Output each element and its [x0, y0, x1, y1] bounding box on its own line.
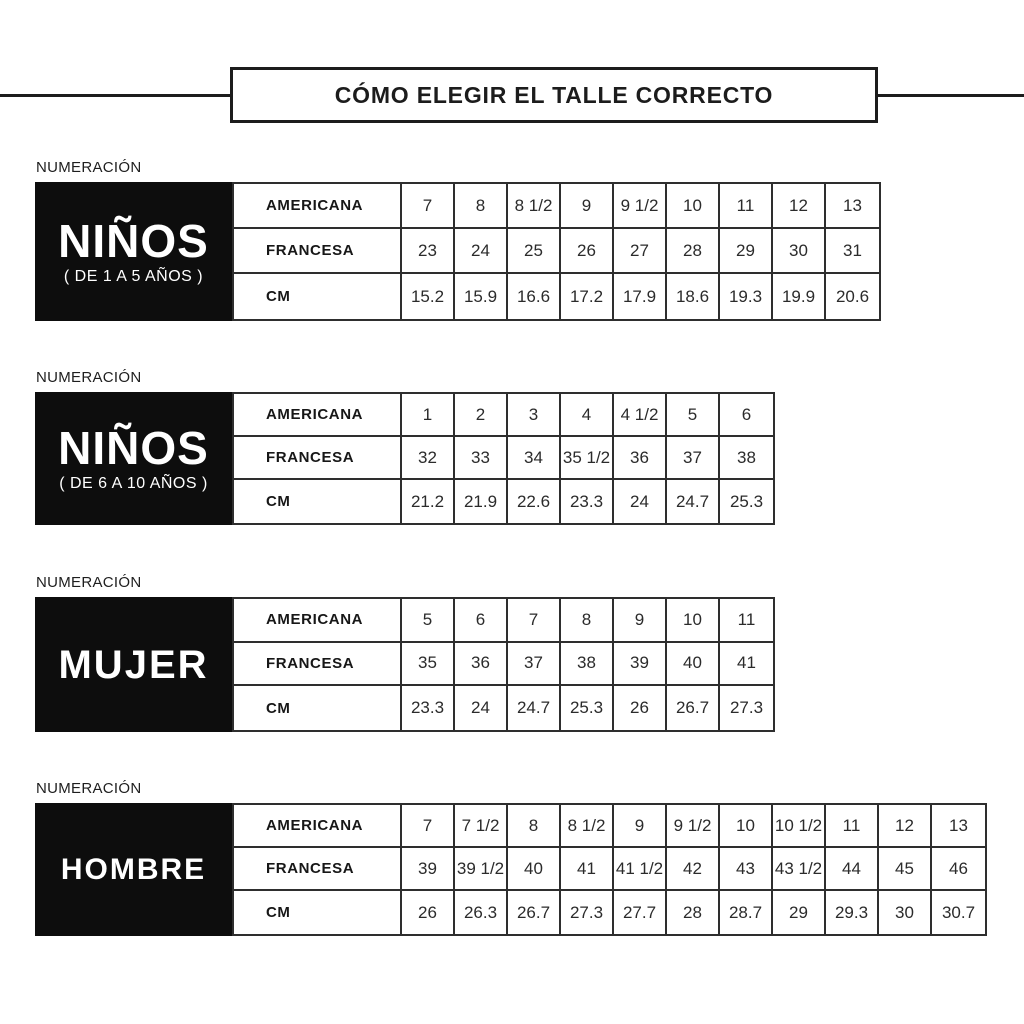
- size-value-cell: 36: [455, 643, 508, 687]
- size-grid: [232, 392, 775, 525]
- size-value-cell: 29.3: [826, 891, 879, 934]
- size-value-cell: 2: [455, 394, 508, 437]
- row-label: AMERICANA: [234, 394, 402, 437]
- size-value-cell: 17.9: [614, 274, 667, 319]
- size-value-cell: 46: [932, 848, 985, 891]
- size-value-cell: 42: [667, 848, 720, 891]
- size-value-cell: 30.7: [941, 902, 976, 922]
- row-label: CM: [234, 274, 402, 319]
- size-value-cell: 21.9: [455, 480, 508, 523]
- size-value-cell: 24.7: [508, 686, 561, 730]
- size-value-cell: 26.3: [455, 891, 508, 934]
- size-value-cell: 10: [720, 805, 773, 848]
- size-value-cell: 8: [508, 805, 561, 848]
- size-value-cell: 7 1/2: [455, 805, 508, 848]
- size-value-cell: 11: [720, 184, 773, 229]
- size-value-cell: 38: [561, 643, 614, 687]
- page-title: CÓMO ELEGIR EL TALLE CORRECTO: [334, 81, 774, 108]
- group-box: [35, 597, 232, 732]
- size-value-cell: 22.6: [508, 480, 561, 523]
- size-value-cell: 39: [402, 848, 455, 891]
- size-value-cell: 35 1/2: [561, 437, 614, 480]
- size-value-cell: 6: [455, 599, 508, 643]
- size-value-cell: 9: [614, 599, 667, 643]
- size-value-cell: 4: [561, 394, 614, 437]
- size-value-cell: 8: [455, 184, 508, 229]
- size-value-cell: 5: [667, 394, 720, 437]
- size-grid: [232, 182, 881, 321]
- size-value-cell: 10 1/2: [773, 805, 826, 848]
- size-value-cell: 41: [720, 643, 773, 687]
- size-value-cell: 28: [667, 891, 720, 934]
- size-grid: [232, 597, 775, 732]
- size-value-cell: 23.3: [402, 686, 455, 730]
- size-value-cell: 26: [402, 891, 455, 934]
- row-label: CM: [234, 686, 402, 730]
- group-box: [35, 803, 232, 936]
- size-value-cell: 17.2: [561, 274, 614, 319]
- size-table: [35, 392, 775, 525]
- size-value-cell: 12: [773, 184, 826, 229]
- size-value-cell: 24.7: [667, 480, 720, 523]
- row-label: AMERICANA: [234, 599, 402, 643]
- row-label: FRANCESA: [234, 848, 402, 891]
- size-value-cell: 39 1/2: [455, 848, 508, 891]
- size-value-cell: 37: [508, 643, 561, 687]
- size-value-cell: 41 1/2: [614, 848, 667, 891]
- size-value-cell: 27.3: [729, 698, 764, 718]
- size-value-cell: 16.6: [508, 274, 561, 319]
- size-value-cell: 7: [402, 184, 455, 229]
- size-value-cell: 7: [402, 805, 455, 848]
- size-value-cell: 8: [561, 599, 614, 643]
- size-value-cell: 28.7: [720, 891, 773, 934]
- group-box: [35, 392, 232, 525]
- size-value-cell: 4 1/2: [614, 394, 667, 437]
- size-value-cell: 29: [773, 891, 826, 934]
- size-value-cell: 33: [455, 437, 508, 480]
- size-value-cell: 13: [826, 184, 879, 229]
- size-value-cell: 26: [614, 686, 667, 730]
- size-value-cell: 24: [455, 229, 508, 274]
- size-value-cell: 15.2: [402, 274, 455, 319]
- size-value-cell: 11: [826, 805, 879, 848]
- size-value-cell: 10: [667, 599, 720, 643]
- group-name: HOMBRE: [60, 852, 207, 886]
- size-table: [35, 182, 881, 321]
- size-value-cell: 9: [561, 184, 614, 229]
- size-value-cell: 25.3: [729, 491, 764, 511]
- numeracion-label: NUMERACIÓN: [36, 159, 142, 176]
- row-label: FRANCESA: [234, 229, 402, 274]
- size-value-cell: 27.3: [561, 891, 614, 934]
- size-value-cell: 40: [667, 643, 720, 687]
- group-name: MUJER: [58, 642, 209, 687]
- size-value-cell: 6: [720, 394, 773, 437]
- size-value-cell: 19.9: [773, 274, 826, 319]
- size-value-cell: 35: [402, 643, 455, 687]
- size-table-ninos-6-10: [35, 369, 775, 525]
- size-value-cell: 9 1/2: [614, 184, 667, 229]
- size-table: [35, 803, 987, 936]
- size-value-cell: 18.6: [667, 274, 720, 319]
- size-value-cell: 3: [508, 394, 561, 437]
- size-value-cell: 31: [826, 229, 879, 274]
- size-value-cell: 39: [614, 643, 667, 687]
- title-box: [230, 67, 878, 123]
- group-name: NIÑOS: [58, 214, 209, 267]
- size-value-cell: 25.3: [561, 686, 614, 730]
- row-label: CM: [234, 480, 402, 523]
- size-value-cell: 29: [720, 229, 773, 274]
- size-value-cell: 25: [508, 229, 561, 274]
- size-value-cell: 36: [614, 437, 667, 480]
- size-value-cell: 12: [879, 805, 932, 848]
- size-table-ninos-1-5: [35, 159, 881, 321]
- size-value-cell: 24: [614, 480, 667, 523]
- size-value-cell: 38: [720, 437, 773, 480]
- size-value-cell: 45: [879, 848, 932, 891]
- size-value-cell: 1: [402, 394, 455, 437]
- size-value-cell: 24: [455, 686, 508, 730]
- group-subtitle: ( DE 6 A 10 AÑOS ): [59, 475, 208, 493]
- size-value-cell: 8 1/2: [508, 184, 561, 229]
- size-value-cell: 40: [508, 848, 561, 891]
- size-value-cell: 21.2: [402, 480, 455, 523]
- size-value-cell: 43: [720, 848, 773, 891]
- row-label: FRANCESA: [234, 643, 402, 687]
- row-label: AMERICANA: [234, 184, 402, 229]
- row-label: AMERICANA: [234, 805, 402, 848]
- size-value-cell: 43 1/2: [773, 848, 826, 891]
- size-value-cell: 37: [667, 437, 720, 480]
- size-value-cell: 26.7: [667, 686, 720, 730]
- size-value-cell: 27: [614, 229, 667, 274]
- size-value-cell: 15.9: [455, 274, 508, 319]
- size-value-cell: 19.3: [720, 274, 773, 319]
- size-value-cell: 30: [773, 229, 826, 274]
- size-value-cell: 26.7: [508, 891, 561, 934]
- size-value-cell: 28: [667, 229, 720, 274]
- row-label: CM: [234, 891, 402, 934]
- size-value-cell: 8 1/2: [561, 805, 614, 848]
- size-value-cell: 27.7: [614, 891, 667, 934]
- size-value-cell: 23: [402, 229, 455, 274]
- group-name: NIÑOS: [58, 421, 209, 474]
- size-value-cell: 41: [561, 848, 614, 891]
- size-value-cell: 7: [508, 599, 561, 643]
- size-value-cell: 11: [720, 599, 773, 643]
- size-value-cell: 44: [826, 848, 879, 891]
- size-value-cell: 9 1/2: [667, 805, 720, 848]
- size-table-hombre: [35, 780, 987, 936]
- size-value-cell: 13: [932, 805, 985, 848]
- size-table-mujer: [35, 574, 775, 732]
- size-value-cell: 20.6: [835, 286, 870, 306]
- numeracion-label: NUMERACIÓN: [36, 780, 142, 797]
- size-value-cell: 26: [561, 229, 614, 274]
- numeracion-label: NUMERACIÓN: [36, 369, 142, 386]
- size-value-cell: 9: [614, 805, 667, 848]
- row-label: FRANCESA: [234, 437, 402, 480]
- numeracion-label: NUMERACIÓN: [36, 574, 142, 591]
- size-value-cell: 23.3: [561, 480, 614, 523]
- size-value-cell: 34: [508, 437, 561, 480]
- size-value-cell: 30: [879, 891, 932, 934]
- size-value-cell: 32: [402, 437, 455, 480]
- size-grid: [232, 803, 987, 936]
- size-value-cell: 10: [667, 184, 720, 229]
- group-subtitle: ( DE 1 A 5 AÑOS ): [63, 268, 204, 286]
- size-table: [35, 597, 775, 732]
- size-value-cell: 5: [402, 599, 455, 643]
- group-box: [35, 182, 232, 321]
